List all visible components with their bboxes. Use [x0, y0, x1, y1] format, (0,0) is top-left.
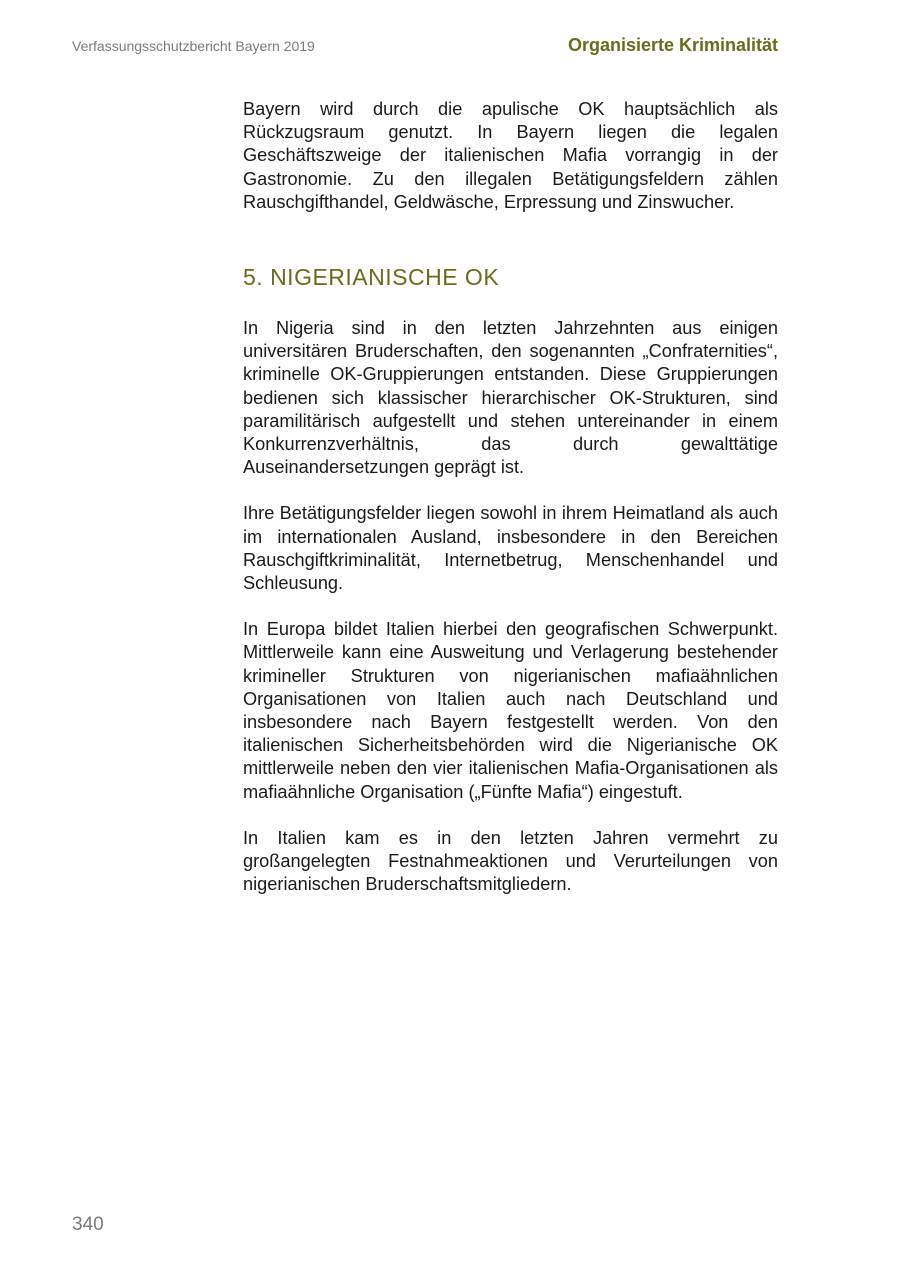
page-body: [243, 98, 778, 896]
running-header-publication: Verfassungsschutzbericht Bayern 2019: [72, 38, 315, 54]
section-paragraph-4: In Italien kam es in den letzten Jahren vermehrt zu großangelegten Festnahmeaktionen und Verurteilungen von nigerianischen Bruderschaftsmitgliedern.: [243, 827, 778, 895]
page-number: 340: [72, 1214, 104, 1235]
section-paragraph-2: Ihre Betätigungsfelder liegen sowohl in ihrem Heimatland als auch im internationalen Ausland, insbesondere in den Bereichen Rauschgiftkriminalität, Internetbetrug, Menschenhandel und Schleusung.: [243, 503, 778, 594]
section-paragraph-3: In Europa bildet Italien hierbei den geografischen Schwerpunkt. Mittlerweile kann eine Ausweitung und Verlagerung bestehender krimineller Strukturen von nigerianischen mafiaähnlichen Organisationen von Italien auch nach Deutschland und insbesondere nach Bayern festgestellt werden. Von den italienischen Sicherheitsbehörden wird die Nigerianische OK mittlerweile neben den vier italienischen Mafia-Organisationen als mafiaähnliche Organisation („Fünfte Mafia“) eingestuft.: [243, 619, 778, 802]
running-header-chapter: Organisierte Kriminalität: [567, 35, 778, 55]
intro-paragraph: Bayern wird durch die apulische OK hauptsächlich als Rückzugsraum genutzt. In Bayern liegen die legalen Geschäftszweige der italienischen Mafia vorrangig in der Gastronomie. Zu den illegalen Betätigungsfeldern zählen Rauschgifthandel, Geldwäsche, Erpressung und Zinswucher.: [243, 99, 778, 212]
section-heading: 5. NIGERIANISCHE OK: [243, 264, 500, 291]
section-paragraph-1: In Nigeria sind in den letzten Jahrzehnten aus einigen universitären Bruderschaften, den sogenannten „Confraternities“, kriminelle OK-Gruppierungen entstanden. Diese Gruppierungen bedienen sich klassischer hierarchischer OK-Strukturen, sind paramilitärisch aufgestellt und stehen untereinander in einem Konkurrenzverhältnis, das durch gewalttätige Auseinandersetzungen geprägt ist.: [243, 318, 778, 478]
